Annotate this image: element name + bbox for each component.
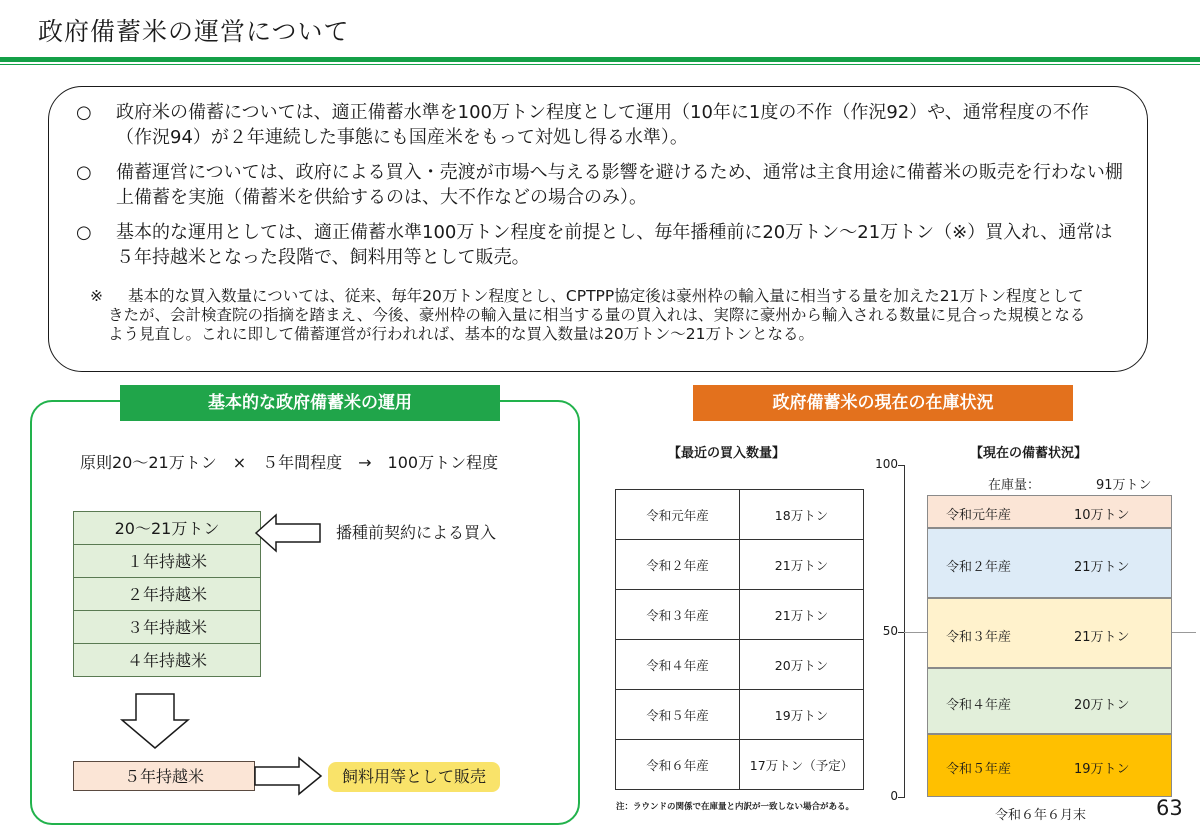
table-cell-amount: 19万トン — [740, 690, 864, 740]
purchase-caption: 【最近の買入数量】 — [668, 446, 786, 461]
note-mark: ※ — [90, 287, 103, 305]
note-text: 基本的な買入数量については、従来、毎年20万トン程度とし、CPTPP協定後は豪州枠の輸入量に相当する量を加えた21万トン程度としてきたが、会計検査院の指摘を踏まえ、今後、豪州枠の輸入量に相当する量の買入れは、実際に豪州から輸入される数量に見合った規模となるよう見直し。これに即して備蓄運営が行われれば、基本的な買入数量は20万トン～21万トンとなる。 — [108, 287, 1086, 343]
stack-cell-year1: １年持越米 — [73, 544, 261, 578]
table-row — [616, 690, 864, 740]
tick-50 — [898, 632, 904, 633]
table-row — [616, 740, 864, 790]
y-tick-label: 100 — [875, 457, 898, 471]
rounding-footnote: 注：ラウンドの関係で在庫量と内訳が一致しない場合がある。 — [616, 802, 855, 812]
purchase-label: 播種前契約による買入 — [336, 523, 497, 542]
left-arrow-icon — [252, 511, 324, 555]
bullet-text: 備蓄運営については、政府による買入・売渡が市場へ与える影響を避けるため、通常は主食用途に備蓄米の販売を行わない棚上備蓄を実施（備蓄米を供給するのは、大不作などの場合のみ）。 — [116, 162, 1123, 208]
bullet-text: 政府米の備蓄については、適正備蓄水準を100万トン程度として運用（10年に1度の不作（作況92）や、通常程度の不作（作況94）が２年連続した事態にも国産米をもって対処し得る水準）。 — [116, 102, 1089, 148]
table-cell-year: 令和元年産 — [616, 490, 740, 540]
bar-segment-value: 21万トン — [1074, 629, 1130, 645]
bar-segment-value: 20万トン — [1074, 697, 1130, 713]
down-arrow-icon — [118, 692, 192, 752]
tick-100 — [898, 465, 904, 466]
table-cell-year: 令和２年産 — [616, 540, 740, 590]
tick-0 — [898, 797, 904, 798]
bullet-mark: ○ — [76, 222, 92, 243]
basic-operation-banner: 基本的な政府備蓄米の運用 — [120, 385, 500, 421]
table-cell-year: 令和６年産 — [616, 740, 740, 790]
bar-segment-label: 令和３年産 — [946, 629, 1012, 645]
bullet-mark: ○ — [76, 162, 92, 183]
stock-total-value: 91万トン — [1096, 478, 1152, 493]
bullet-text: 基本的な運用としては、適正備蓄水準100万トン程度を前提とし、毎年播種前に20万トン～21万トン（※）買入れ、通常は５年持越米となった段階で、飼料用等として販売。 — [116, 222, 1113, 268]
bar-segment-label: 令和５年産 — [946, 762, 1012, 778]
bar-segment-label: 令和元年産 — [946, 508, 1012, 524]
stock-total-label: 在庫量： — [988, 478, 1041, 493]
rice-stock-stack — [73, 512, 261, 677]
bullet-mark: ○ — [76, 102, 92, 123]
y-tick-label: 50 — [882, 624, 898, 638]
table-row — [616, 590, 864, 640]
page-number: 63 — [1156, 796, 1183, 820]
table-cell-amount: 20万トン — [740, 640, 864, 690]
table-cell-year: 令和３年産 — [616, 590, 740, 640]
bar-segment-label: 令和４年産 — [946, 697, 1012, 713]
bar-segment — [927, 668, 1172, 734]
table-row — [616, 640, 864, 690]
purchase-table — [615, 489, 864, 790]
page-title: 政府備蓄米の運営について — [38, 17, 350, 46]
bar-segment — [927, 598, 1172, 668]
stock-caption: 【現在の備蓄状況】 — [970, 446, 1088, 461]
stack-cell-year4: ４年持越米 — [73, 643, 261, 677]
stack-cell-year2: ２年持越米 — [73, 577, 261, 611]
table-cell-year: 令和５年産 — [616, 690, 740, 740]
table-cell-amount: 18万トン — [740, 490, 864, 540]
bar-segment — [927, 495, 1172, 528]
bar-segment — [927, 528, 1172, 598]
stock-status-banner: 政府備蓄米の現在の在庫状況 — [693, 385, 1073, 421]
table-row — [616, 490, 864, 540]
feed-sale-label: 飼料用等として販売 — [328, 762, 500, 792]
stack-cell-new-purchase: 20～21万トン — [73, 511, 261, 545]
y-tick-label: 0 — [890, 789, 898, 803]
year5-rice-box: ５年持越米 — [73, 761, 255, 791]
stock-date: 令和６年６月末 — [995, 808, 1087, 823]
stack-cell-year3: ３年持越米 — [73, 610, 261, 644]
bar-segment — [927, 734, 1172, 797]
table-row — [616, 540, 864, 590]
operation-formula: 原則20～21万トン × ５年間程度 → 100万トン程度 — [80, 453, 499, 472]
table-cell-amount: 21万トン — [740, 540, 864, 590]
right-arrow-icon — [253, 754, 325, 798]
title-rule — [0, 57, 1200, 62]
bar-segment-label: 令和２年産 — [946, 559, 1012, 575]
bar-segment-value: 10万トン — [1074, 508, 1130, 524]
table-cell-amount: 21万トン — [740, 590, 864, 640]
bar-segment-value: 19万トン — [1074, 762, 1130, 778]
table-cell-year: 令和４年産 — [616, 640, 740, 690]
title-rule-thin — [0, 64, 1200, 65]
table-cell-amount: 17万トン（予定） — [740, 740, 864, 790]
bar-segment-value: 21万トン — [1074, 559, 1130, 575]
